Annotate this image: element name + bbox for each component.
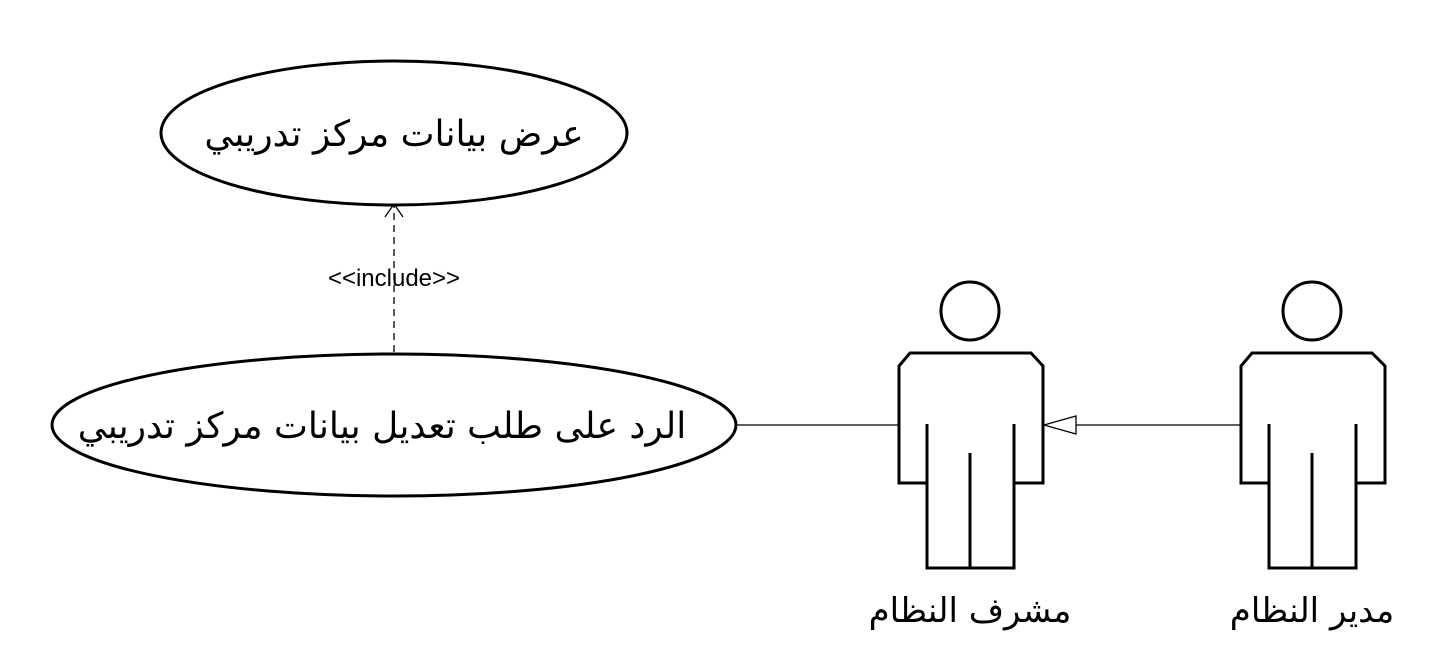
generalization-relation — [1044, 416, 1240, 434]
actor-supervisor-head — [941, 282, 999, 340]
actor-admin-head — [1283, 282, 1341, 340]
usecase-view-label: عرض بيانات مركز تدريبي — [204, 114, 584, 155]
actor-admin[interactable] — [1230, 282, 1394, 631]
include-label: <<include>> — [327, 265, 461, 292]
usecase-respond-modification[interactable] — [52, 354, 736, 496]
usecase-view-training-center[interactable] — [161, 61, 627, 205]
usecase-respond-label: الرد على طلب تعديل بيانات مركز تدريبي — [77, 406, 687, 447]
actor-admin-label: مدير النظام — [1229, 591, 1395, 631]
actor-supervisor-label: مشرف النظام — [868, 591, 1072, 631]
generalization-arrowhead — [1044, 416, 1076, 434]
include-relation — [328, 204, 460, 352]
actor-supervisor[interactable] — [869, 282, 1072, 631]
